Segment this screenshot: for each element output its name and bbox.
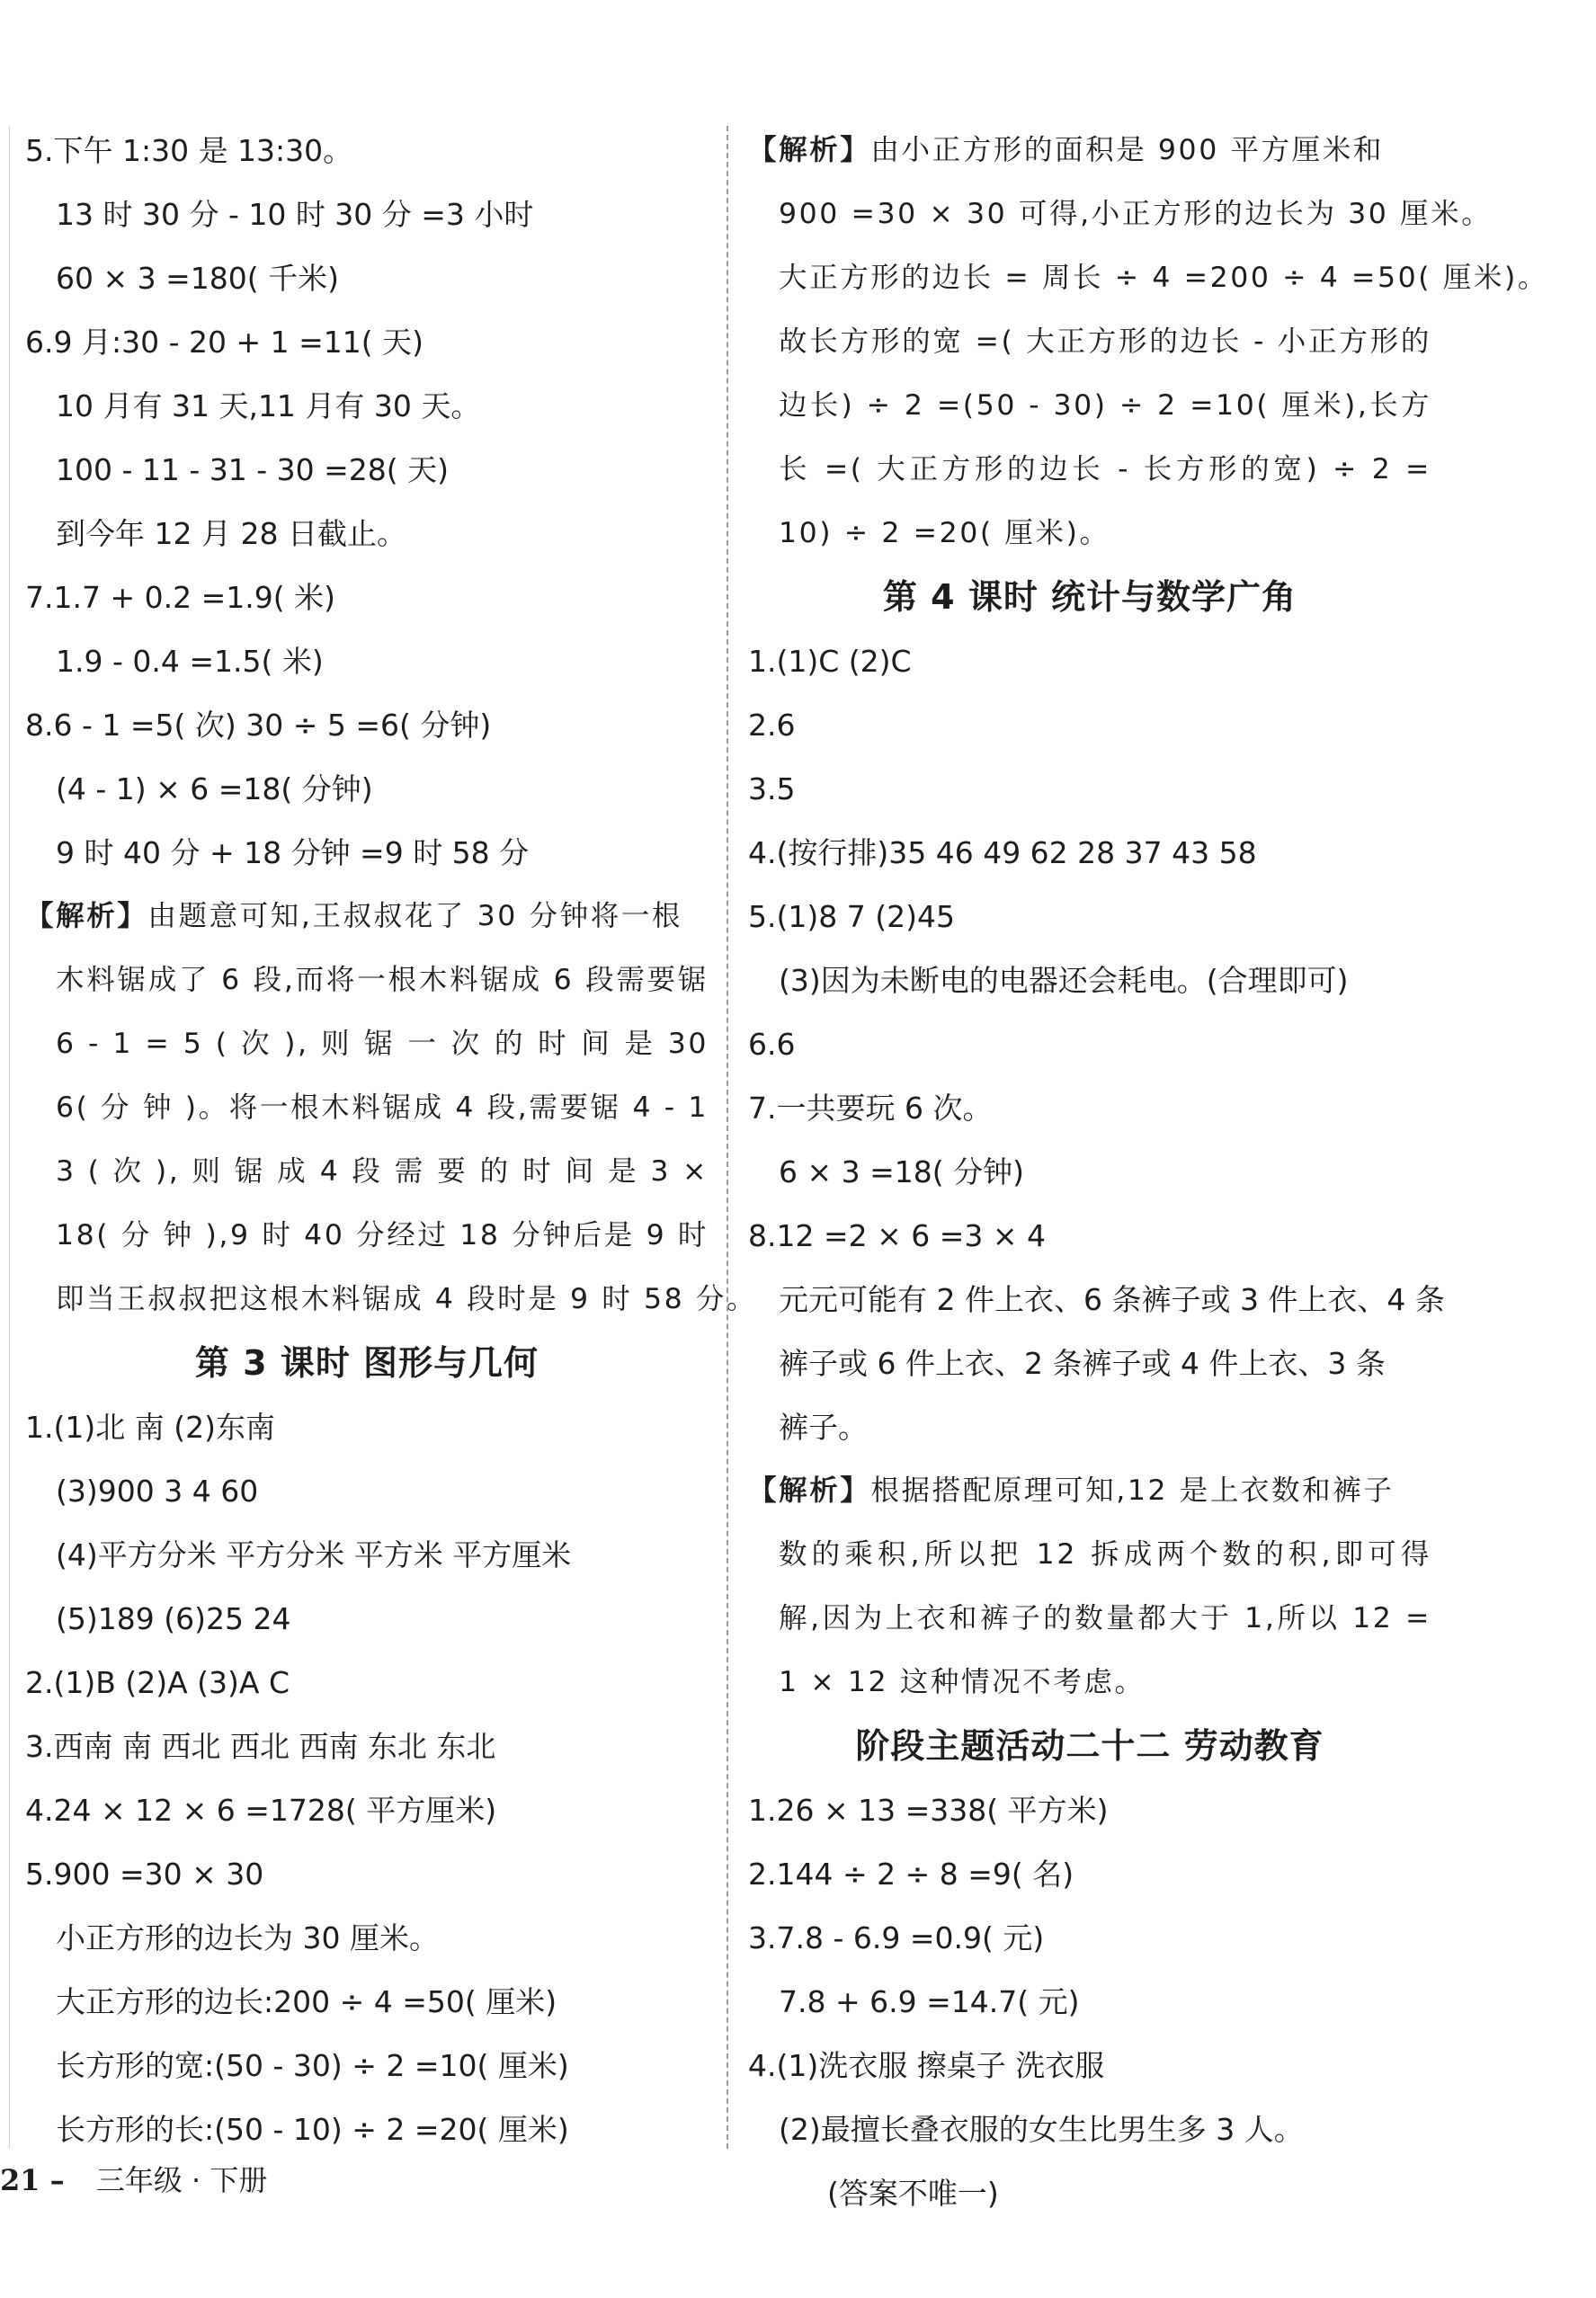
section-heading [748, 1715, 1431, 1778]
answer-text: 由小正方形的面积是 900 平方厘米和 [870, 134, 1384, 166]
answer-line [748, 1459, 1431, 1523]
answer-line [25, 885, 709, 949]
answer-text: 9 时 40 分 + 18 分钟 =9 时 58 分 [56, 835, 530, 870]
answer-text: 元元可能有 2 件上衣、6 条裤子或 3 件上衣、4 条 [779, 1282, 1445, 1317]
analysis-tag: 【解析】 [25, 900, 148, 932]
answer-text: (3)900 3 4 60 [56, 1474, 259, 1509]
answer-line [748, 1140, 1431, 1204]
left-margin-rule [9, 126, 10, 2149]
answer-text: 1 × 12 这种情况不考虑。 [779, 1666, 1146, 1698]
answer-text: 2.(1)B (2)A (3)A C [25, 1665, 290, 1700]
answer-line [25, 246, 709, 310]
answer-text: (4 - 1) × 6 =18( 分钟) [56, 771, 373, 806]
answer-text: 3.7.8 - 6.9 =0.9( 元) [748, 1920, 1045, 1955]
answer-text: 5.900 =30 × 30 [25, 1857, 264, 1892]
answer-line [748, 1012, 1431, 1076]
answer-text: 长方形的长:(50 - 10) ÷ 2 =20( 厘米) [56, 2112, 569, 2147]
answer-line [25, 1459, 709, 1523]
answer-text: 边长) ÷ 2 =(50 - 30) ÷ 2 =10( 厘米),长方 [779, 389, 1431, 422]
answer-text: 到今年 12 月 28 日截止。 [56, 516, 406, 551]
answer-line [748, 2034, 1431, 2098]
answer-line [748, 1523, 1431, 1587]
answer-text: 7.8 + 6.9 =14.7( 元) [779, 1984, 1080, 2019]
answer-text: 6.6 [748, 1027, 796, 1062]
answer-line [748, 246, 1548, 310]
left-column [25, 119, 758, 2161]
answer-line [25, 1651, 709, 1715]
page-number: 21 – [0, 2163, 65, 2197]
answer-text: 长 =( 大正方形的边长 - 长方形的宽) ÷ 2 = [779, 453, 1431, 485]
answer-line [25, 1140, 709, 1204]
answer-text: 6 - 1 = 5 ( 次 ), 则 锯 一 次 的 时 间 是 30 [56, 1028, 709, 1060]
answer-text: 18( 分 钟 ),9 时 40 分经过 18 分钟后是 9 时 [56, 1219, 709, 1251]
answer-line [748, 1204, 1431, 1268]
answer-text: 裤子或 6 件上衣、2 条裤子或 4 件上衣、3 条 [779, 1346, 1386, 1381]
section-heading-text: 第 4 课时 统计与数学广角 [882, 577, 1297, 617]
answer-text: 2.6 [748, 708, 796, 743]
page-footer [0, 2158, 267, 2199]
answer-text: 1.(1)C (2)C [748, 644, 912, 679]
answer-text: 裤子。 [779, 1410, 868, 1445]
answer-line [748, 374, 1431, 438]
section-heading-text: 第 3 课时 图形与几何 [194, 1343, 539, 1383]
answer-text: 2.144 ÷ 2 ÷ 8 =9( 名) [748, 1857, 1074, 1892]
answer-line [25, 1842, 709, 1906]
answer-text: 10) ÷ 2 =20( 厘米)。 [779, 517, 1110, 549]
answer-line [748, 1842, 1431, 1906]
answer-line [748, 1651, 1431, 1715]
answer-line [25, 119, 709, 183]
answer-line [748, 438, 1431, 502]
answer-line [748, 1076, 1431, 1140]
answer-line [748, 757, 1431, 821]
answer-text: 大正方形的边长 = 周长 ÷ 4 =200 ÷ 4 =50( 厘米)。 [779, 262, 1548, 294]
answer-text: 根据搭配原理可知,12 是上衣数和裤子 [870, 1474, 1395, 1507]
answer-line [748, 629, 1431, 693]
answer-text: 5.(1)8 7 (2)45 [748, 899, 955, 934]
answer-line [25, 2098, 709, 2161]
answer-line [748, 1332, 1431, 1395]
answer-text: 解,因为上衣和裤子的数量都大于 1,所以 12 = [779, 1602, 1431, 1634]
answer-line [25, 1906, 709, 1970]
answer-text: 长方形的宽:(50 - 30) ÷ 2 =10( 厘米) [56, 2048, 569, 2083]
answer-line [25, 693, 709, 757]
answer-line [25, 1395, 709, 1459]
section-heading [25, 1332, 709, 1395]
answer-text: 故长方形的宽 =( 大正方形的边长 - 小正方形的 [779, 325, 1431, 358]
answer-text: 6 × 3 =18( 分钟) [779, 1154, 1024, 1189]
answer-text: 3.5 [748, 771, 796, 806]
answer-text: 7.1.7 + 0.2 =1.9( 米) [25, 580, 335, 615]
answer-text: 6( 分 钟 )。将一根木料锯成 4 段,需要锯 4 - 1 [56, 1091, 709, 1124]
answer-line [748, 2098, 1431, 2161]
answer-text: (2)最擅长叠衣服的女生比男生多 3 人。 [779, 2112, 1304, 2147]
answer-text: 木料锯成了 6 段,而将一根木料锯成 6 段需要锯 [56, 964, 709, 996]
answer-text: 1.(1)北 南 (2)东南 [25, 1410, 275, 1445]
answer-text: 60 × 3 =180( 千米) [56, 261, 339, 296]
answer-text: 由题意可知,王叔叔花了 30 分钟将一根 [147, 900, 683, 932]
answer-line [748, 1970, 1431, 2034]
answer-line [25, 1012, 709, 1076]
answer-text: (4)平方分米 平方分米 平方米 平方厘米 [56, 1537, 572, 1572]
answer-line [25, 949, 709, 1012]
analysis-tag: 【解析】 [748, 134, 871, 166]
answer-line [25, 1587, 709, 1651]
answer-line [748, 1587, 1431, 1651]
answer-text: 3 ( 次 ), 则 锯 成 4 段 需 要 的 时 间 是 3 × [56, 1155, 709, 1188]
answer-text: (答案不唯一) [827, 2176, 999, 2211]
answer-line [25, 566, 709, 629]
answer-line [25, 629, 709, 693]
answer-text: (3)因为未断电的电器还会耗电。(合理即可) [779, 963, 1349, 998]
answer-text: 8.6 - 1 =5( 次) 30 ÷ 5 =6( 分钟) [25, 708, 492, 743]
answer-text: (5)189 (6)25 24 [56, 1601, 291, 1636]
answer-line [25, 821, 709, 885]
section-heading [748, 566, 1431, 629]
answer-text: 小正方形的边长为 30 厘米。 [56, 1920, 439, 1955]
column-divider [727, 126, 728, 2149]
answer-text: 900 =30 × 30 可得,小正方形的边长为 30 厘米。 [779, 198, 1493, 230]
answer-text: 1.26 × 13 =338( 平方米) [748, 1793, 1109, 1828]
answer-line [25, 374, 709, 438]
answer-line [25, 1204, 709, 1268]
answer-line [25, 2034, 709, 2098]
answer-text: 4.24 × 12 × 6 =1728( 平方厘米) [25, 1793, 497, 1828]
section-heading-text: 阶段主题活动二十二 劳动教育 [855, 1726, 1324, 1766]
answer-line [25, 438, 709, 502]
answer-line [748, 502, 1431, 566]
answer-line [25, 1715, 709, 1778]
right-column [748, 119, 1548, 2225]
answer-line [748, 821, 1431, 885]
answer-text: 即当王叔叔把这根木料锯成 4 段时是 9 时 58 分。 [56, 1283, 758, 1315]
answer-line [25, 1778, 709, 1842]
answer-text: 5.下午 1:30 是 13:30。 [25, 133, 353, 168]
answer-line [748, 693, 1431, 757]
answer-line [25, 1268, 758, 1332]
answer-text: 大正方形的边长:200 ÷ 4 =50( 厘米) [56, 1984, 557, 2019]
answer-line [748, 2161, 1431, 2225]
answer-text: 13 时 30 分 - 10 时 30 分 =3 小时 [56, 197, 534, 232]
answer-line [748, 1395, 1431, 1459]
answer-line [25, 1970, 709, 2034]
answer-text: 1.9 - 0.4 =1.5( 米) [56, 644, 324, 679]
answer-line [748, 119, 1431, 183]
answer-line [748, 949, 1431, 1012]
answer-line [748, 310, 1431, 374]
answer-line [748, 1268, 1445, 1332]
answer-line [25, 183, 709, 246]
answer-text: 7.一共要玩 6 次。 [748, 1091, 993, 1126]
answer-text: 数的乘积,所以把 12 拆成两个数的积,即可得 [779, 1538, 1431, 1571]
answer-text: 6.9 月:30 - 20 + 1 =11( 天) [25, 325, 424, 360]
answer-text: 3.西南 南 西北 西北 西南 东北 东北 [25, 1729, 496, 1764]
answer-text: 100 - 11 - 31 - 30 =28( 天) [56, 452, 449, 487]
analysis-tag: 【解析】 [748, 1474, 871, 1507]
answer-line [25, 1076, 709, 1140]
answer-line [748, 1906, 1431, 1970]
answer-text: 8.12 =2 × 6 =3 × 4 [748, 1218, 1046, 1253]
answer-line [748, 1778, 1431, 1842]
answer-line [25, 1523, 709, 1587]
answer-text: 4.(1)洗衣服 擦桌子 洗衣服 [748, 2048, 1105, 2083]
answer-text: 4.(按行排)35 46 49 62 28 37 43 58 [748, 835, 1257, 870]
answer-line [748, 885, 1431, 949]
answer-line [748, 183, 1493, 246]
answer-text: 10 月有 31 天,11 月有 30 天。 [56, 388, 481, 423]
answer-line [25, 310, 709, 374]
answer-line [25, 757, 709, 821]
book-label: 三年级 · 下册 [95, 2163, 268, 2197]
answer-line [25, 502, 709, 566]
